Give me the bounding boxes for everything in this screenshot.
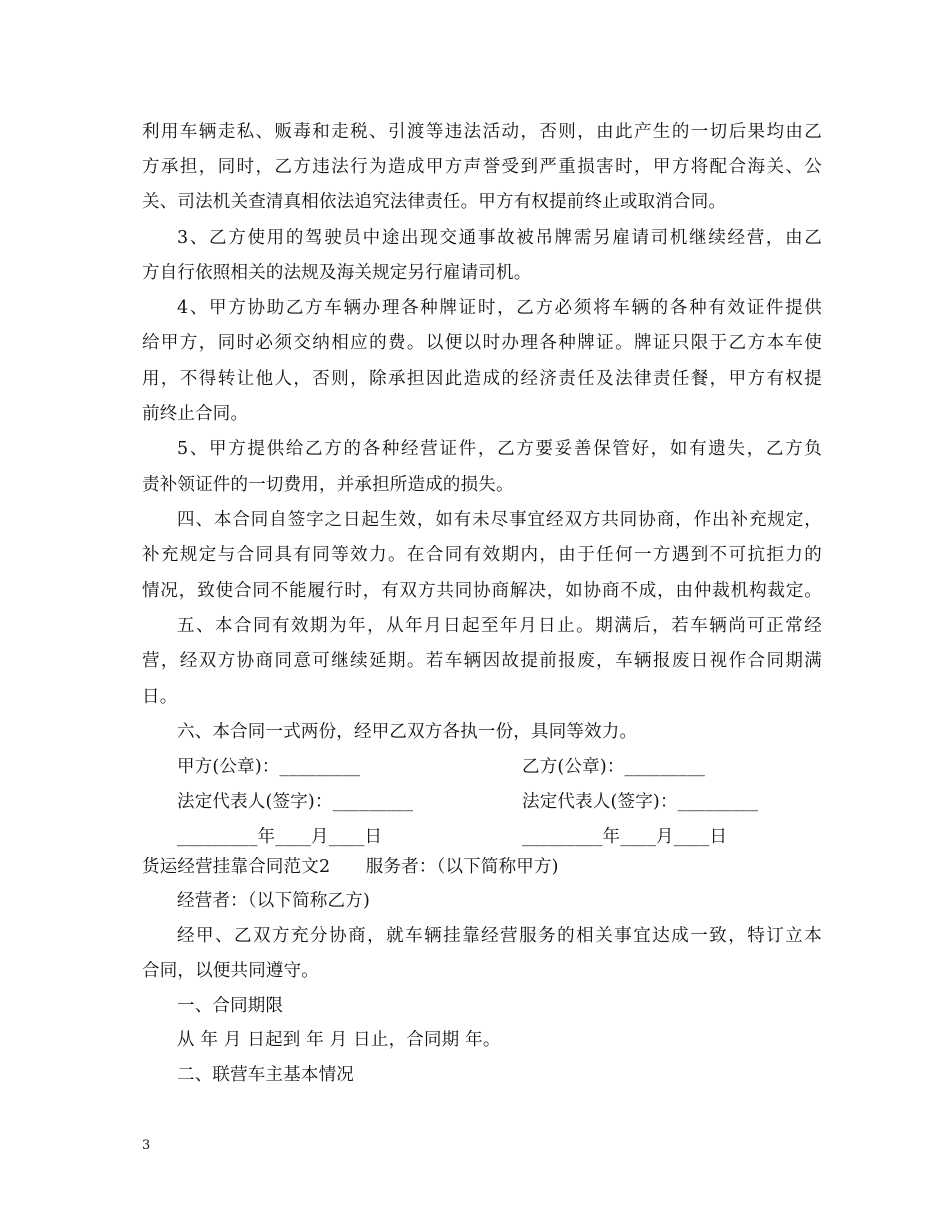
paragraph-line: 3、乙方使用的驾驶员中途出现交通事故被吊牌需另雇请司机继续经营，由乙 xyxy=(177,228,822,248)
paragraph-line: 情况，致使合同不能履行时，有双方共同协商解决，如协商不成，由仲裁机构裁定。 xyxy=(142,581,822,601)
paragraph-line: 日。 xyxy=(142,687,178,707)
paragraph-line: 合同，以便共同遵守。 xyxy=(142,961,319,981)
paragraph-line: 4、甲方协助乙方车辆办理各种牌证时，乙方必须将车辆的各种有效证件提供 xyxy=(177,298,822,318)
paragraph-line: 补充规定与合同具有同等效力。在合同有效期内，由于任何一方遇到不可抗拒力的 xyxy=(142,545,822,565)
section-heading: 二、联营车主基本情况 xyxy=(177,1065,354,1085)
paragraph-line: 经营者：（以下简称乙方) xyxy=(177,891,370,911)
paragraph-line: 前终止合同。 xyxy=(142,404,249,424)
paragraph-line: 经甲、乙双方充分协商，就车辆挂靠经营服务的相关事宜达成一致，特订立本 xyxy=(177,926,822,946)
party-b-representative: 法定代表人(签字)：_________ xyxy=(522,792,759,812)
paragraph-line: 方自行依照相关的法规及海关规定另行雇请司机。 xyxy=(142,263,532,283)
party-a-seal: 甲方(公章)：_________ xyxy=(177,757,361,777)
section-heading: 一、合同期限 xyxy=(177,996,284,1016)
party-b-seal: 乙方(公章)：_________ xyxy=(522,757,706,777)
paragraph-line: 5、甲方提供给乙方的各种经营证件，乙方要妥善保管好，如有遗失，乙方负 xyxy=(177,439,822,459)
paragraph-line: 责补领证件的一切费用，并承担所造成的损失。 xyxy=(142,475,514,495)
paragraph-line: 营，经双方协商同意可继续延期。若车辆因故提前报废，车辆报废日视作合同期满 xyxy=(142,651,822,671)
paragraph-line: 四、本合同自签字之日起生效，如有未尽事宜经双方共同协商，作出补充规定， xyxy=(177,510,822,530)
party-a-date: _________年____月____日 xyxy=(177,827,383,847)
paragraph-line: 给甲方，同时必须交纳相应的费。以便以时办理各种牌证。牌证只限于乙方本车使 xyxy=(142,333,822,353)
second-contract-title: 货运经营挂靠合同范文2 服务者：（以下简称甲方) xyxy=(142,857,559,877)
paragraph-line: 从 年 月 日起到 年 月 日止，合同期 年。 xyxy=(177,1030,501,1050)
party-a-representative: 法定代表人(签字)：_________ xyxy=(177,792,414,812)
party-b-date: _________年____月____日 xyxy=(522,827,728,847)
page-number: 3 xyxy=(142,1138,151,1153)
paragraph-line: 用，不得转让他人，否则，除承担因此造成的经济责任及法律责任餐，甲方有权提 xyxy=(142,369,822,389)
paragraph-line: 利用车辆走私、贩毒和走税、引渡等违法活动，否则，由此产生的一切后果均由乙 xyxy=(142,122,822,142)
paragraph-line: 方承担，同时，乙方违法行为造成甲方声誉受到严重损害时，甲方将配合海关、公 xyxy=(142,157,822,177)
paragraph-line: 关、司法机关查清真相依法追究法律责任。甲方有权提前终止或取消合同。 xyxy=(142,192,727,212)
paragraph-line: 六、本合同一式两份，经甲乙双方各执一份，具同等效力。 xyxy=(177,722,638,742)
paragraph-line: 五、本合同有效期为年，从年月日起至年月日止。期满后，若车辆尚可正常经 xyxy=(177,616,822,636)
